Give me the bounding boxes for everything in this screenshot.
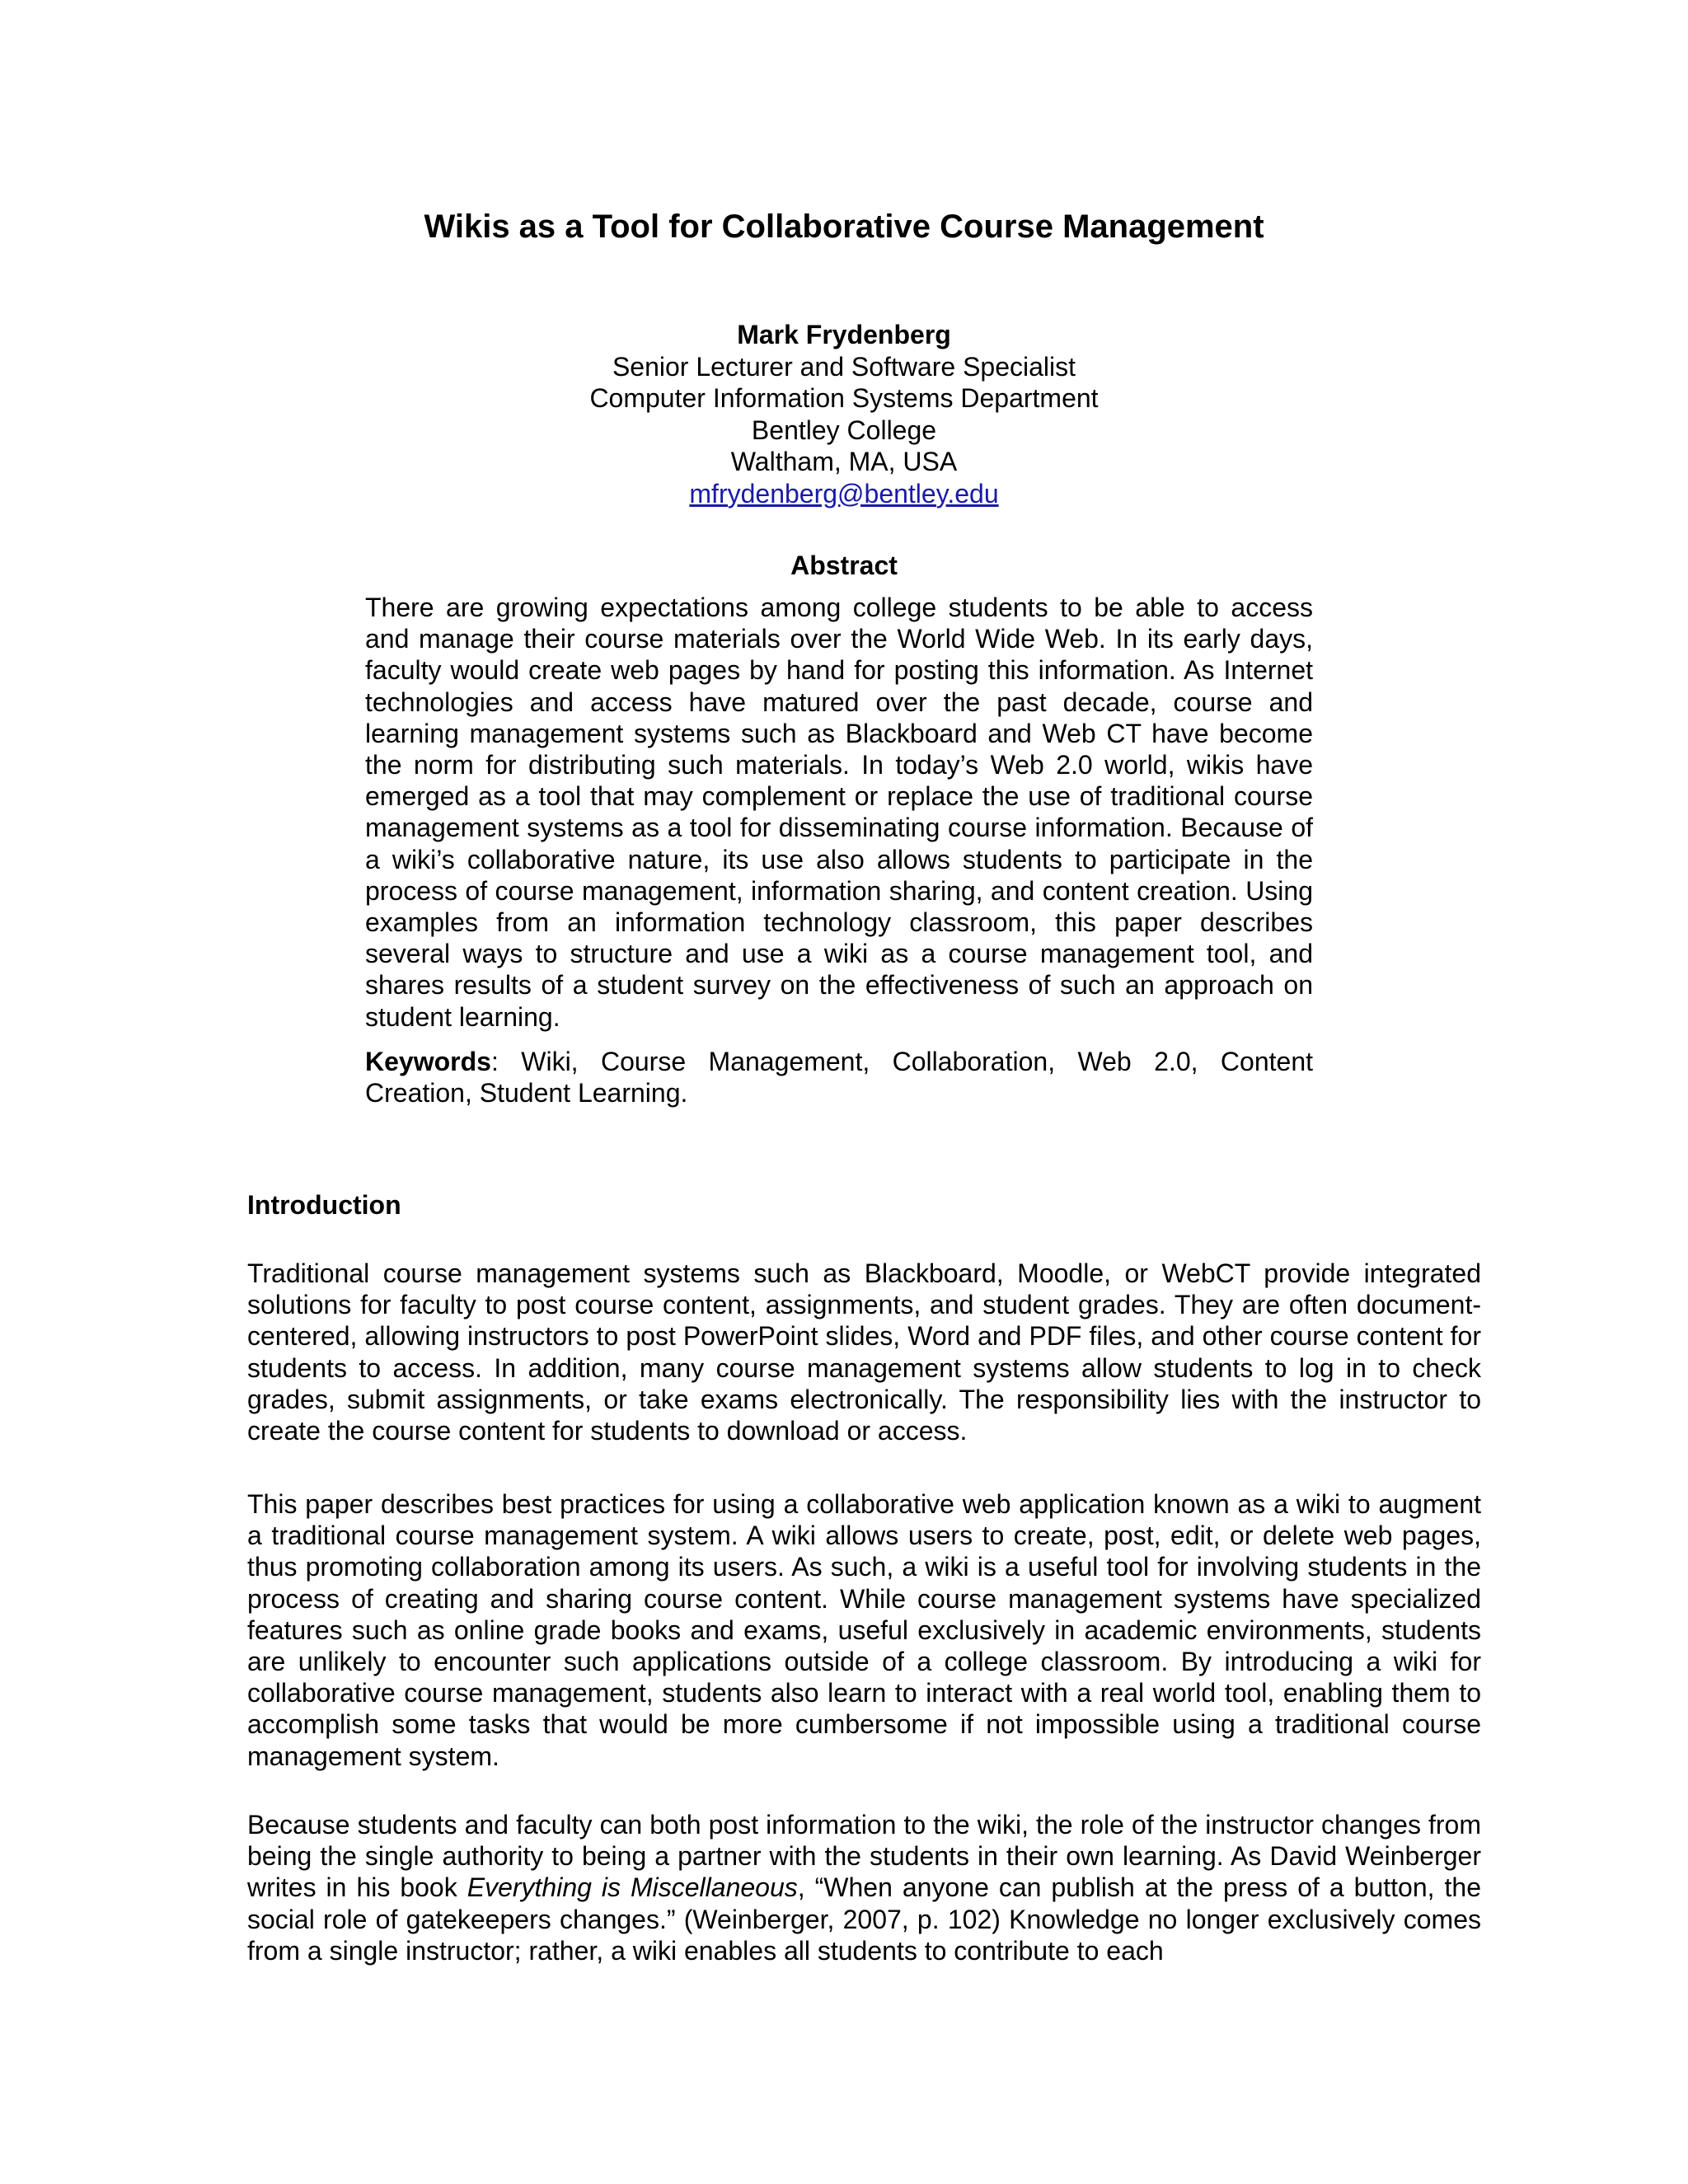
author-block (0, 319, 1688, 509)
introduction-paragraph-3 (247, 1809, 1481, 1966)
paper-title: Wikis as a Tool for Collaborative Course Management (424, 209, 1264, 245)
book-title: Everything is Miscellaneous (467, 1872, 798, 1903)
introduction-heading: Introduction (247, 1190, 401, 1220)
keywords-text: Wiki, Course Management, Collaboration, Web 2.0, Content Creation, Student Learning. (365, 1047, 1314, 1108)
keywords-line (365, 1046, 1313, 1108)
keywords-separator: : (490, 1047, 522, 1076)
keywords-label: Keywords (365, 1047, 491, 1076)
author-name: Mark Frydenberg (737, 320, 951, 349)
introduction-paragraph-1: Traditional course management systems such as Blackboard, Moodle, or WebCT provide integrated solutions for faculty to post course content, assignments, and student grades. They are often document-centered, allowing instructors to post PowerPoint slides, Word and PDF files, and other course content for students to access. In addition, many course management systems allow students to log in to check grades, submit assignments, or take exams electronically. The responsibility lies with the instructor to create the course content for students to download or access. (247, 1258, 1481, 1446)
author-email-link[interactable]: mfrydenberg@bentley.edu (689, 478, 999, 509)
author-department: Computer Information Systems Department (589, 383, 1099, 413)
paragraph-3-text-end: , “When anyone can publish at the press of a button, the social role of gatekeepers changes.” (Weinberger, 2007, p. 102) Knowledge no longer exclusively comes from a single instructor; rather, a wiki enables all students to contribute to each (247, 1872, 1482, 1966)
author-location: Waltham, MA, USA (730, 447, 958, 476)
introduction-paragraph-2: This paper describes best practices for using a collaborative web application known as a wiki to augment a traditional course management system. A wiki allows users to create, post, edit, or delete web pages, thus promoting collaboration among its users. As such, a wiki is a useful tool for involving students in the process of creating and sharing course content. While course management systems have specialized features such as online grade books and exams, useful exclusively in academic environments, students are unlikely to encounter such applications outside of a college classroom. By introducing a wiki for collaborative course management, students also learn to interact with a real world tool, enabling them to accomplish some tasks that would be more cumbersome if not impossible using a traditional course management system. (247, 1489, 1481, 1771)
author-position: Senior Lecturer and Software Specialist (612, 351, 1076, 382)
paragraph-3-text-start: Because students and faculty can both post information to the wiki, the role of the instructor changes from being the single authority to being a partner with the students in their own learning. As David Weinberger writes in his book (247, 1810, 1481, 1903)
abstract-heading: Abstract (790, 551, 898, 580)
abstract-text: There are growing expectations among college students to be able to access and manage their course materials over the World Wide Web. In its early days, faculty would create web pages by hand for posting this information. As Internet technologies and access have matured over the past decade, course and learning management systems such as Blackboard and Web CT have become the norm for distributing such materials. In today’s Web 2.0 world, wikis have emerged as a tool that may complement or replace the use of traditional course management systems as a tool for disseminating course information. Because of a wiki’s collaborative nature, its use also allows students to participate in the process of course management, information sharing, and content creation. Using examples from an information technology classroom, this paper describes several ways to structure and use a wiki as a course management tool, and shares results of a student survey on the effectiveness of such an approach on student learning. (365, 593, 1313, 1032)
author-institution: Bentley College (751, 415, 937, 445)
